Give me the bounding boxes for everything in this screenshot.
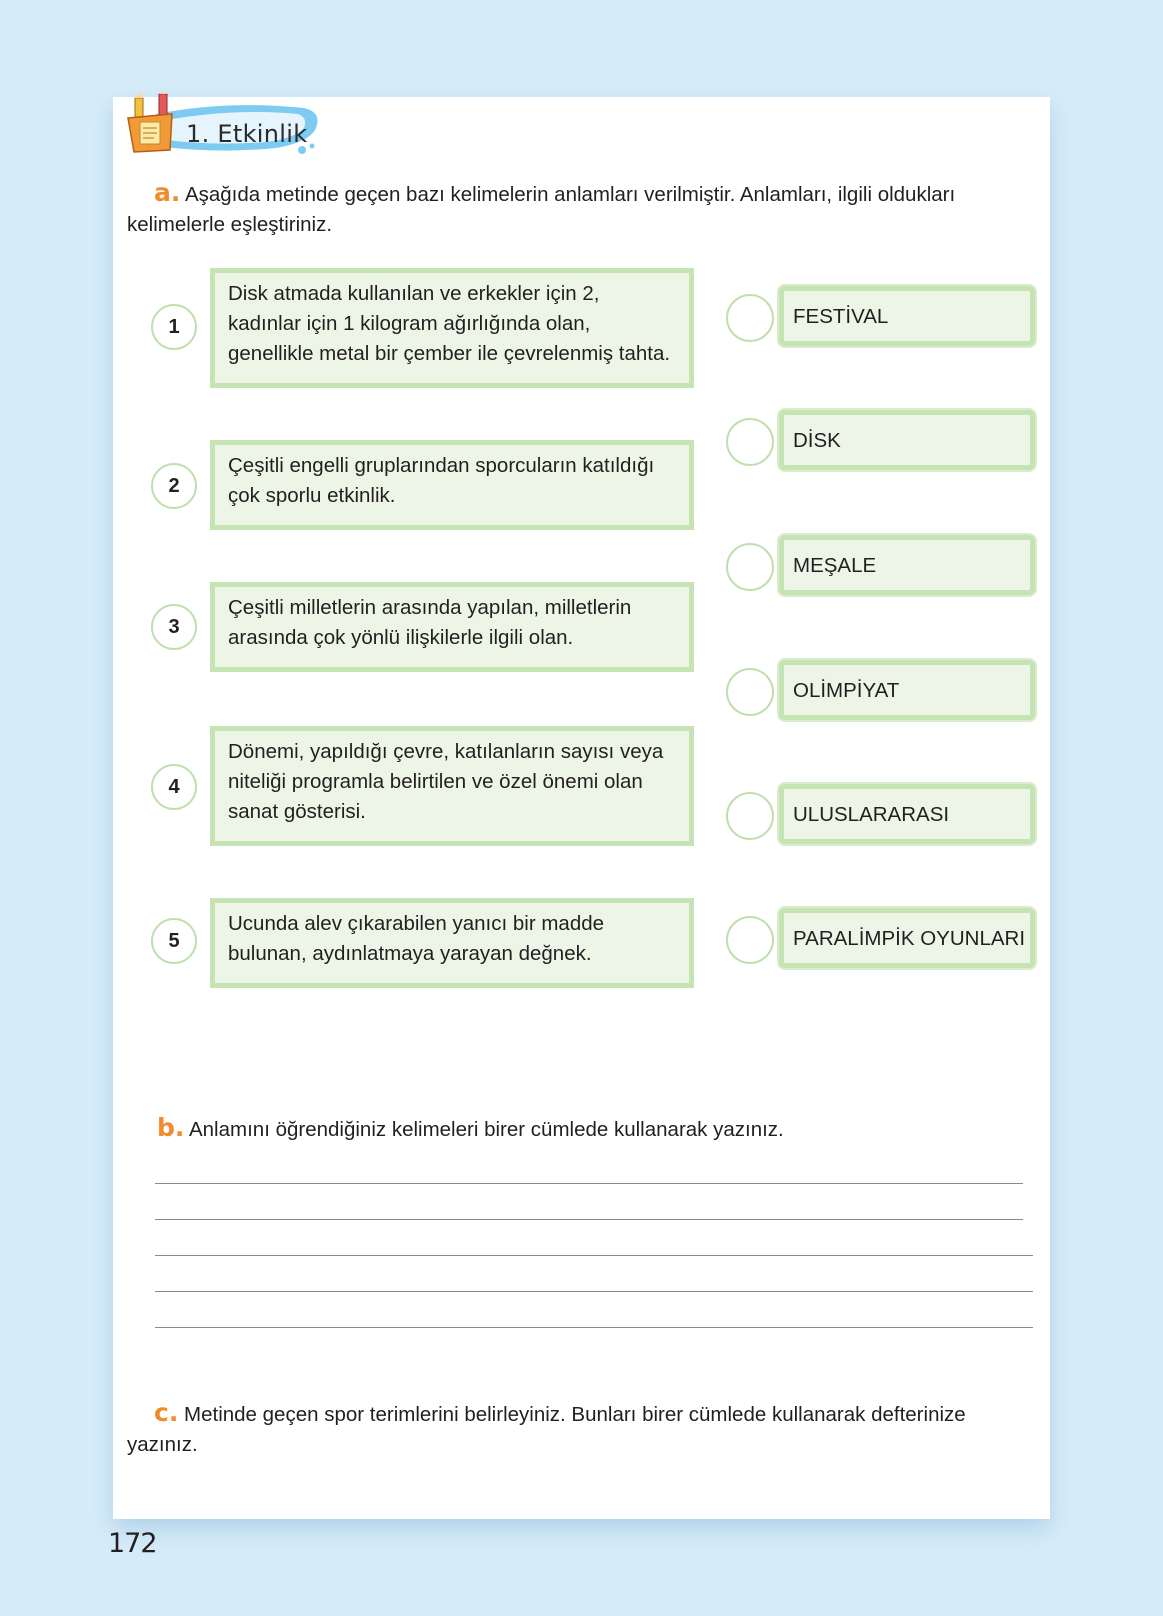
word-box-mesale: MEŞALE [779,535,1035,595]
instruction-c [127,1400,1037,1460]
definition-box-2: Çeşitli engelli gruplarından sporcuların katıldığı çok sporlu etkinlik. [210,440,694,530]
word-box-olimpiyat: OLİMPİYAT [779,660,1035,720]
marker-a: a. [154,178,181,207]
answer-circle-6[interactable] [726,916,774,964]
definition-box-3: Çeşitli milletlerin arasında yapılan, milletlerin arasında çok yönlü ilişkilerle ilgili olan. [210,582,694,672]
marker-c: c. [154,1398,179,1427]
number-badge-1: 1 [151,304,197,350]
definition-box-5: Ucunda alev çıkarabilen yanıcı bir madde bulunan, aydınlatmaya yarayan değnek. [210,898,694,988]
number-badge-2: 2 [151,463,197,509]
definition-box-4: Dönemi, yapıldığı çevre, katılanların sayısı veya niteliği programla belirtilen ve özel önemi olan sanat gösterisi. [210,726,694,846]
answer-circle-2[interactable] [726,418,774,466]
writing-line[interactable] [155,1291,1033,1292]
instruction-b [157,1115,1037,1145]
instruction-b-text: Anlamını öğrendiğiniz kelimeleri birer cümlede kullanarak yazınız. [188,1118,784,1141]
number-badge-3: 3 [151,604,197,650]
answer-circle-5[interactable] [726,792,774,840]
answer-circle-4[interactable] [726,668,774,716]
writing-line[interactable] [155,1219,1023,1220]
activity-title: 1. Etkinlik [186,120,308,148]
writing-line[interactable] [155,1327,1033,1328]
answer-circle-3[interactable] [726,543,774,591]
activity-header [126,92,326,162]
word-box-paralimpik-oyunlari: PARALİMPİK OYUNLARI [779,908,1035,968]
instruction-c-text: Metinde geçen spor terimlerini belirleyiniz. Bunları birer cümlede kullanarak defterinize yazınız. [127,1403,966,1456]
word-box-disk: DİSK [779,410,1035,470]
number-badge-4: 4 [151,764,197,810]
number-badge-5: 5 [151,918,197,964]
writing-line[interactable] [155,1183,1023,1184]
page-number: 172 [108,1528,157,1559]
writing-line[interactable] [155,1255,1033,1256]
answer-circle-1[interactable] [726,294,774,342]
word-box-festival: FESTİVAL [779,286,1035,346]
pencil-cup-icon [128,92,172,152]
instruction-a [127,180,1027,240]
instruction-a-text: Aşağıda metinde geçen bazı kelimelerin anlamları verilmiştir. Anlamları, ilgili oldukları kelimelerle eşleştiriniz. [127,183,956,236]
definition-box-1: Disk atmada kullanılan ve erkekler için 2, kadınlar için 1 kilogram ağırlığında olan, genellikle metal bir çember ile çevrelenmiş tahta. [210,268,694,388]
marker-b: b. [157,1113,185,1142]
word-box-uluslararasi: ULUSLARARASI [779,784,1035,844]
